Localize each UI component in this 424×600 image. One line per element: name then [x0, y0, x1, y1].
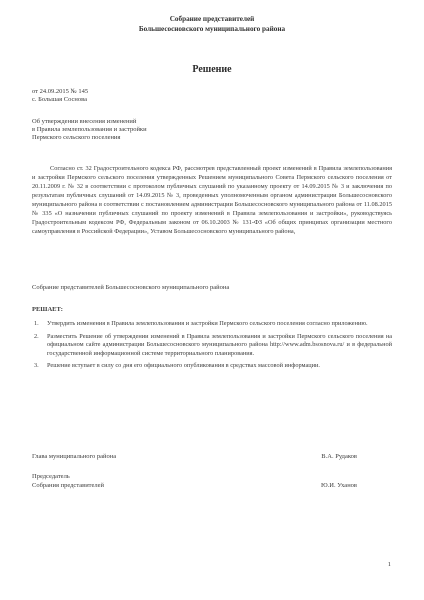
signature-chair [32, 472, 392, 490]
date-number: от 24.09.2015 № 145 [32, 88, 89, 95]
chair-name: Ю.И. Уханов [320, 482, 357, 489]
subject-line-2: в Правила землепользования и застройки [32, 126, 147, 133]
head-role: Глава муниципального района [32, 453, 117, 460]
chair-role-line-1: Председатель [32, 473, 70, 480]
subject-line-1: Об утверждении внесения изменений [32, 118, 137, 125]
signature-head [32, 452, 392, 461]
resolution-number: 3. [34, 362, 39, 370]
document-subject [32, 118, 392, 142]
resolved-heading: РЕШАЕТ: [32, 306, 63, 313]
header-line-2: Большесосновского муниципального района [138, 25, 286, 33]
document-meta [32, 88, 88, 104]
resolution-text: Утвердить изменения в Правила землепользования и застройки Пермского сельского поселения согласно приложению. [47, 320, 368, 327]
resolution-number: 2. [34, 332, 39, 340]
head-name: В.А. Рудаков [321, 453, 357, 460]
resolution-item [34, 320, 392, 329]
subject-line-3: Пермского сельского поселения [32, 134, 121, 141]
resolution-item [34, 333, 392, 359]
council-line: Собрание представителей Большесосновского муниципального района [32, 284, 230, 291]
body-paragraph: Согласно ст. 32 Градостроительного кодекса РФ, рассмотрев представленный проект изменений в Правила землепользования и застройки Пермского сельского поселения утвержденных Решением муниципального Совета Пермского сельского поселения от 20.11.2009 г. № 32 в соответствии с протоколом публичных слушаний по указанному проекту от 14.09.2015 № 3 и заключения по результатам публичных слушаний от 14.09.2015 № 3, проведенных уполномоченным органом администрации Большесосновского муниципального района в соответствии с постановлением администрации Большесосновского муниципального района от 11.08.2015 № 335 «О назначении публичных слушаний по проекту изменений в Правила землепользования и застройки», руководствуясь Градостроительным кодексом РФ, Федеральным законом от 06.10.2003 № 131-ФЗ «Об общих принципах организации местного самоуправления в Российской Федерации», Уставом Большесосновского муниципального района, [32, 165, 392, 235]
document-title: Решение [192, 64, 232, 75]
resolution-list [34, 320, 392, 375]
resolution-number: 1. [34, 320, 39, 327]
chair-role-line-2: Собрания представителей [32, 482, 105, 489]
resolution-text: Разместить Решение об утверждении изменений в Правила землепользования и застройки Пермского сельского поселения на официальном сайте администрации Большесосновского муниципального района http://www.adm.bsosnova.ru/ и в федеральной государственной информационной системе территориального планирования. [47, 332, 392, 357]
resolution-item [34, 362, 392, 371]
document-header [0, 14, 424, 34]
header-line-1: Собрание представителей [169, 15, 255, 23]
place: с. Большая Соснова [32, 96, 87, 103]
resolution-text: Решение вступает в силу со дня его официального опубликования в средствах массовой информации. [47, 362, 320, 370]
page-number: 1 [387, 561, 391, 568]
